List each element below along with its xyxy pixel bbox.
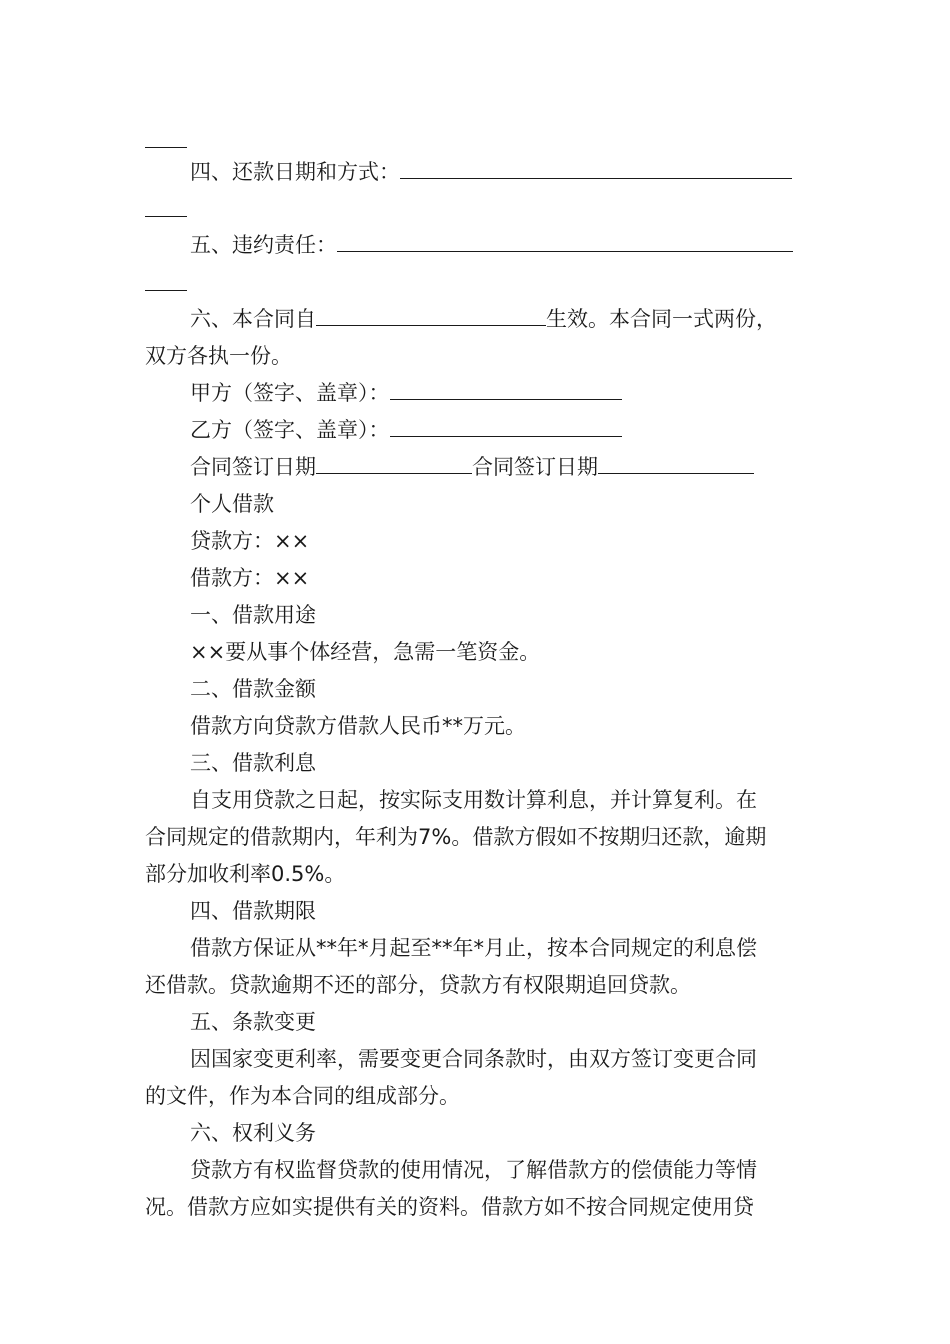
sign-date-blank-1 [316, 456, 472, 474]
party-b-signature-line [190, 418, 855, 442]
section-2-heading: 二、借款金额 [190, 677, 316, 701]
party-a-label: 甲方（签字、盖章）： [190, 381, 390, 405]
blank-line-continuation [145, 290, 187, 291]
section-6-heading: 六、权利义务 [190, 1121, 316, 1145]
section-5-body-line: 的文件，作为本合同的组成部分。 [145, 1084, 460, 1108]
clause-4-blank [400, 161, 792, 179]
party-a-blank [390, 382, 622, 400]
clause-6-line [190, 307, 855, 331]
clause-6-continuation: 双方各执一份。 [145, 344, 292, 368]
borrower-line: 借款方：×× [190, 566, 310, 590]
section-6-body-line: 贷款方有权监督贷款的使用情况，了解借款方的偿债能力等情 [190, 1158, 757, 1182]
blank-line-continuation [145, 147, 187, 148]
sign-date-label-2: 合同签订日期 [472, 455, 598, 479]
clause-6-pre: 六、本合同自 [190, 307, 316, 331]
party-a-signature-line [190, 381, 855, 405]
section-6-body-line: 况。借款方应如实提供有关的资料。借款方如不按合同规定使用贷 [145, 1195, 754, 1219]
section-4-heading: 四、借款期限 [190, 899, 316, 923]
section-3-body-line: 部分加收利率0.5%。 [145, 862, 346, 886]
section-1-heading: 一、借款用途 [190, 603, 316, 627]
sign-date-line [190, 455, 855, 479]
section-4-body-line: 借款方保证从**年*月起至**年*月止，按本合同规定的利息偿 [190, 936, 757, 960]
section-5-body-line: 因国家变更利率，需要变更合同条款时，由双方签订变更合同 [190, 1047, 757, 1071]
contract-title: 个人借款 [190, 492, 274, 516]
party-b-label: 乙方（签字、盖章）： [190, 418, 390, 442]
section-4-body-line: 还借款。贷款逾期不还的部分，贷款方有权限期追回贷款。 [145, 973, 691, 997]
section-1-body-line: ××要从事个体经营，急需一笔资金。 [190, 640, 541, 664]
section-3-heading: 三、借款利息 [190, 751, 316, 775]
section-3-body-line: 自支用贷款之日起，按实际支用数计算利息，并计算复利。在 [190, 788, 757, 812]
clause-4-line [190, 160, 855, 184]
clause-5-line [190, 233, 855, 257]
clause-4-label: 四、还款日期和方式： [190, 160, 400, 184]
section-2-body-line: 借款方向贷款方借款人民币**万元。 [190, 714, 526, 738]
party-b-blank [390, 419, 622, 437]
section-5-heading: 五、条款变更 [190, 1010, 316, 1034]
clause-5-label: 五、违约责任： [190, 233, 337, 257]
lender-line: 贷款方：×× [190, 529, 310, 553]
sign-date-blank-2 [598, 456, 754, 474]
section-3-body-line: 合同规定的借款期内，年利为7%。借款方假如不按期归还款，逾期 [145, 825, 767, 849]
blank-line-continuation [145, 216, 187, 217]
clause-5-blank [337, 234, 793, 252]
sign-date-label-1: 合同签订日期 [190, 455, 316, 479]
clause-6-post: 生效。本合同一式两份， [546, 307, 777, 331]
clause-6-date-blank [316, 308, 546, 326]
